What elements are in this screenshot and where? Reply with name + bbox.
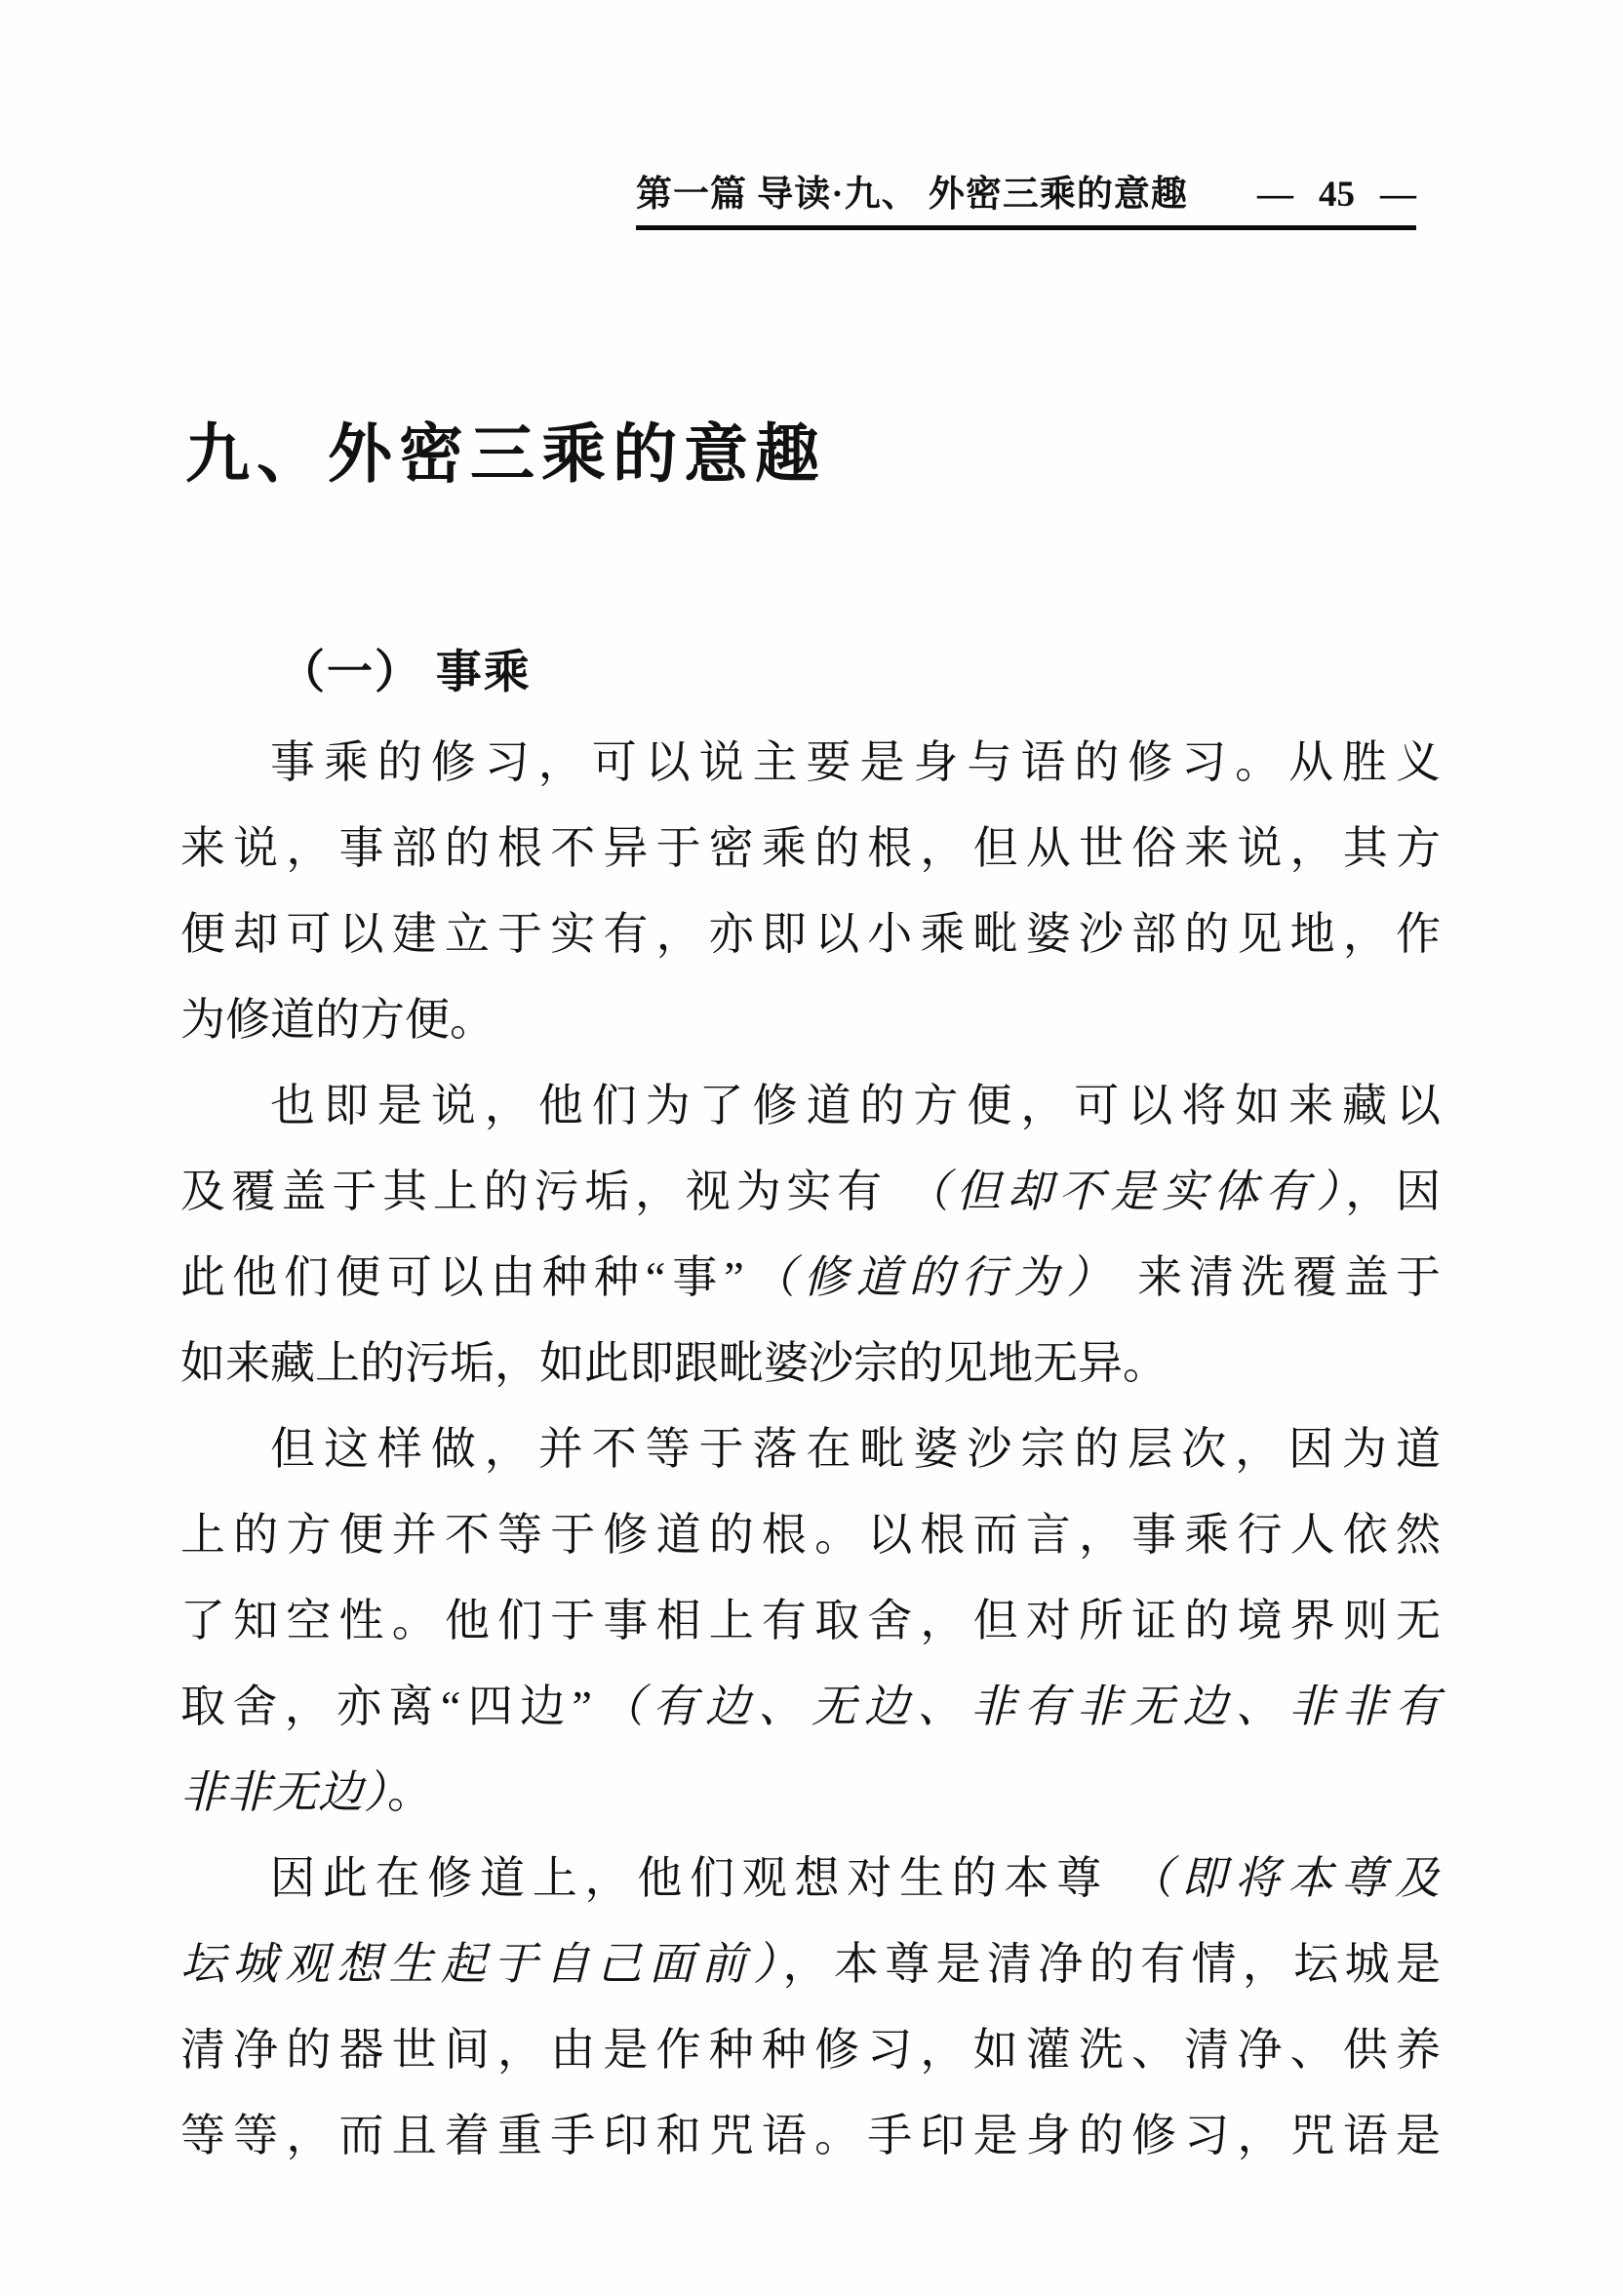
body-line — [180, 720, 1441, 806]
body-text-segment: 来清洗覆盖于 — [1119, 1252, 1441, 1302]
annotation-text-segment: （但却不是实体有） — [904, 1167, 1346, 1216]
body-text-segment: 因此在修道上，他们观想对生的本尊 — [270, 1853, 1128, 1903]
body-line — [180, 2093, 1441, 2179]
body-line — [180, 1063, 1441, 1149]
annotation-text-segment: （有边、无边、非有非无边、非非有 — [591, 1682, 1441, 1731]
body-text-segment: 等等，而且着重手印和咒语。手印是身的修习，咒语是 — [180, 2111, 1441, 2160]
body-text-segment: 但这样做，并不等于落在毗婆沙宗的层次，因为道 — [270, 1424, 1441, 1474]
body-text-segment: 取舍，亦离“四边” — [180, 1682, 592, 1731]
body-line — [180, 891, 1441, 977]
page-number-dash-right: — — [1380, 175, 1416, 215]
body-line — [180, 977, 1441, 1063]
running-header — [636, 164, 1416, 230]
page-number-group — [1257, 174, 1416, 216]
body-line — [180, 1406, 1441, 1492]
annotation-text-segment: （修道的行为） — [743, 1252, 1120, 1302]
body-text-segment: 清净的器世间，由是作种种修习，如灌洗、清净、供养 — [180, 2025, 1441, 2075]
body-text-segment: 也即是说，他们为了修道的方便，可以将如来藏以 — [270, 1081, 1441, 1130]
page-title: 九、外密三乘的意趣 — [185, 419, 826, 491]
body-line — [180, 806, 1441, 891]
annotation-text-segment: 坛城观想生起于自己面前） — [180, 1939, 783, 1989]
body-text-segment: 此他们便可以由种种“事” — [180, 1252, 744, 1302]
page-number-dash-left: — — [1257, 175, 1293, 215]
body-text-segment: 如来藏上的污垢，如此即跟毗婆沙宗的见地无异。 — [180, 1338, 1168, 1388]
body-line — [180, 1149, 1441, 1235]
annotation-text-segment: 非非无边） — [180, 1767, 387, 1817]
annotation-text-segment: （即将本尊及 — [1128, 1853, 1441, 1903]
body-text-segment: 了知空性。他们于事相上有取舍，但对所证的境界则无 — [180, 1596, 1441, 1645]
body-text-segment: 为修道的方便。 — [180, 995, 495, 1045]
body-line — [180, 1921, 1441, 2007]
body-line — [180, 1492, 1441, 1578]
body-line — [180, 2007, 1441, 2093]
body-line — [180, 1235, 1441, 1321]
section-heading: （一） 事乘 — [279, 648, 532, 698]
body-line — [180, 1836, 1441, 1921]
page-number: 45 — [1319, 175, 1355, 215]
body-text — [180, 720, 1441, 2179]
body-line — [180, 1664, 1441, 1750]
body-text-segment: 来说，事部的根不异于密乘的根，但从世俗来说，其方 — [180, 823, 1441, 873]
body-text-segment: 上的方便并不等于修道的根。以根而言，事乘行人依然 — [180, 1510, 1441, 1560]
body-text-segment: ，本尊是清净的有情，坛城是 — [782, 1939, 1441, 1989]
running-header-chapter: 第一篇 导读·九、 外密三乘的意趣 — [636, 175, 1188, 215]
body-text-segment: 便却可以建立于实有，亦即以小乘毗婆沙部的见地，作 — [180, 909, 1441, 959]
body-text-segment: 及覆盖于其上的污垢，视为实有 — [180, 1167, 905, 1216]
body-line — [180, 1321, 1441, 1406]
body-text-segment: 事乘的修习，可以说主要是身与语的修习。从胜义 — [270, 737, 1441, 787]
body-line — [180, 1750, 1441, 1836]
body-line — [180, 1578, 1441, 1664]
body-text-segment: 。 — [387, 1767, 432, 1817]
body-text-segment: ，因 — [1345, 1167, 1442, 1216]
